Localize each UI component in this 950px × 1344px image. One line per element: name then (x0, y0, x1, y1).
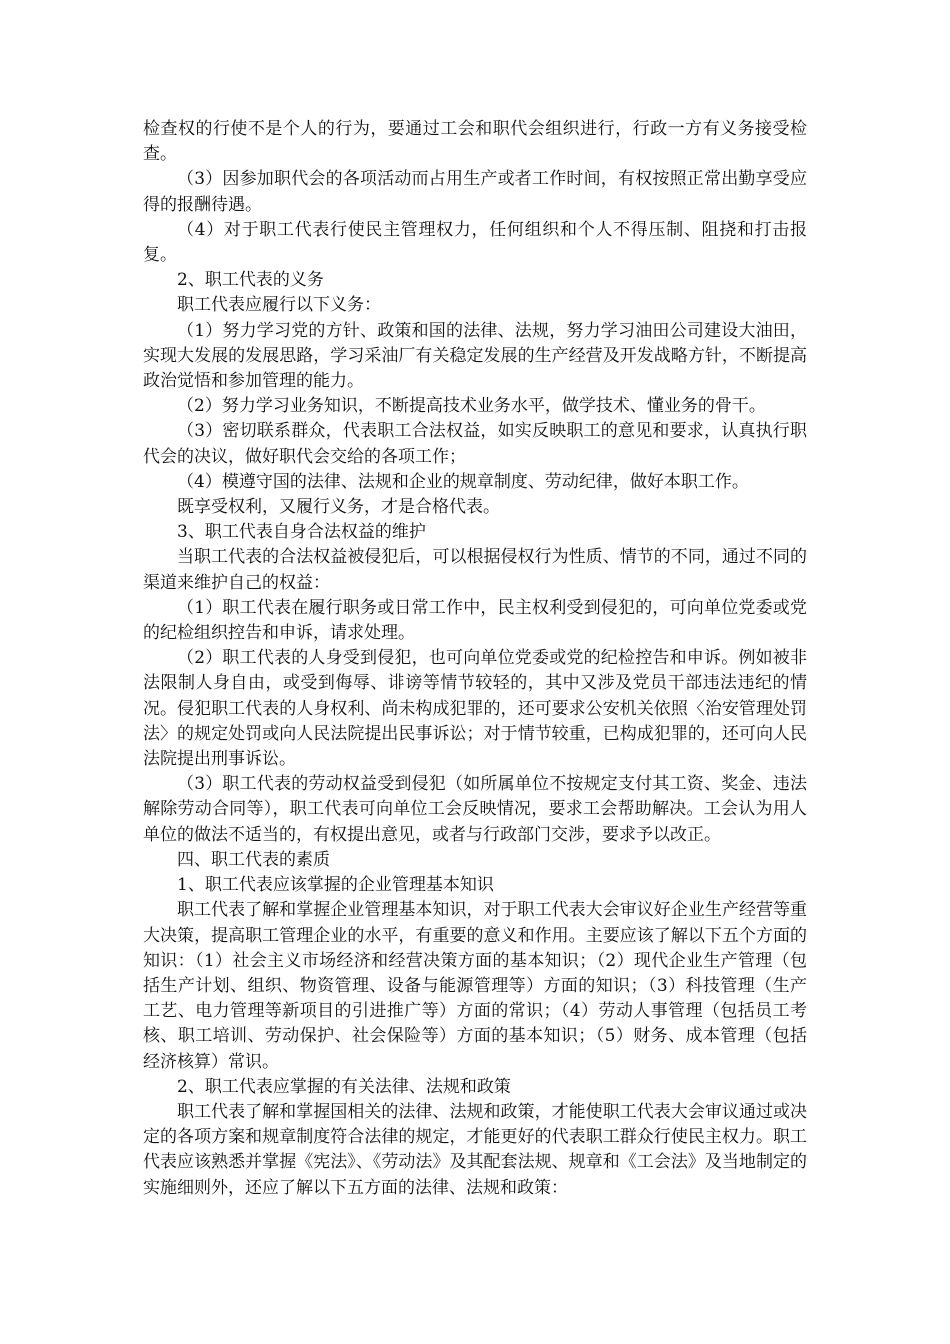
paragraph: 既享受权利，又履行义务，才是合格代表。 (177, 497, 500, 518)
paragraph: （4）模遵守国的法律、法规和企业的规章制度、劳动纪律，做好本职工作。 (177, 471, 749, 492)
section-heading: 2、职工代表的义务 (177, 270, 324, 291)
paragraph: （2）努力学习业务知识，不断提高技术业务水平，做学技术、懂业务的骨干。 (177, 396, 766, 417)
chapter-heading: 四、职工代表的素质 (177, 849, 330, 870)
paragraph: （4）对于职工代表行使民主管理权力，任何组织和个人不得压制、阻挠和打击报复。 (143, 219, 807, 266)
paragraph: 职工代表了解和掌握企业管理基本知识，对于职工代表大会审议好企业生产经营等重大决策，提高职工管理企业的水平，有重要的意义和作用。主要应该了解以下五个方面的知识：（1）社会主义市场经济和经营决策方面的基本知识；（2）现代企业生产管理（包括生产计划、组织、物资管理、设备与能源管理等）方面的知识；（3）科技管理（生产工艺、电力管理等新项目的引进推广等）方面的常识；（4）劳动人事管理（包括员工考核、职工培训、劳动保护、社会保险等）方面的基本知识；（5）财务、成本管理（包括经济核算）常识。 (143, 900, 807, 1072)
paragraph: 职工代表了解和掌握国相关的法律、法规和政策，才能使职工代表大会审议通过或决定的各项方案和规章制度符合法律的规定，才能更好的代表职工群众行使民主权力。职工代表应该熟悉并掌握《宪法》、《劳动法》及其配套法规、规章和《工会法》及当地制定的实施细则外，还应了解以下五方面的法律、法规和政策： (143, 1101, 807, 1198)
paragraph: 职工代表应履行以下义务： (177, 295, 381, 316)
paragraph: 检查权的行使不是个人的行为，要通过工会和职代会组织进行，行政一方有义务接受检查。 (143, 119, 807, 165)
section-heading: 3、职工代表自身合法权益的维护 (177, 522, 426, 543)
paragraph: （1）努力学习党的方针、政策和国的法律、法规，努力学习油田公司建设大油田，实现大发展的发展思路，学习采油厂有关稳定发展的生产经营及开发战略方针，不断提高政治觉悟和参加管理的能力。 (143, 320, 807, 392)
paragraph: （3）密切联系群众，代表职工合法权益，如实反映职工的意见和要求，认真执行职代会的决议，做好职代会交给的各项工作； (143, 421, 807, 467)
section-heading: 2、职工代表应掌握的有关法律、法规和政策 (177, 1076, 511, 1097)
paragraph: （3）职工代表的劳动权益受到侵犯（如所属单位不按规定支付其工资、奖金、违法解除劳动合同等），职工代表可向单位工会反映情况，要求工会帮助解决。工会认为用人单位的做法不适当的，有权提出意见，或者与行政部门交涉，要求予以改正。 (143, 774, 807, 845)
paragraph: （1）职工代表在履行职务或日常工作中，民主权利受到侵犯的，可向单位党委或党的纪检组织控告和申诉，请求处理。 (143, 597, 807, 644)
paragraph: （2）职工代表的人身受到侵犯，也可向单位党委或党的纪检控告和申诉。例如被非法限制人身自由，或受到侮辱、诽谤等情节较轻的，其中又涉及党员干部违法违纪的情况。侵犯职工代表的人身权利、尚未构成犯罪的，还可要求公安机关依照〈治安管理处罚法〉的规定处罚或向人民法院提出民事诉讼；对于情节较重，已构成犯罪的，还可向人民法院提出刑事诉讼。 (143, 648, 807, 770)
paragraph: 当职工代表的合法权益被侵犯后，可以根据侵权行为性质、情节的不同，通过不同的渠道来维护自己的权益： (143, 547, 807, 593)
section-heading: 1、职工代表应该掌握的企业管理基本知识 (177, 875, 494, 896)
document-body (143, 117, 807, 1201)
paragraph: （3）因参加职代会的各项活动而占用生产或者工作时间，有权按照正常出勤享受应得的报酬待遇。 (143, 169, 807, 215)
